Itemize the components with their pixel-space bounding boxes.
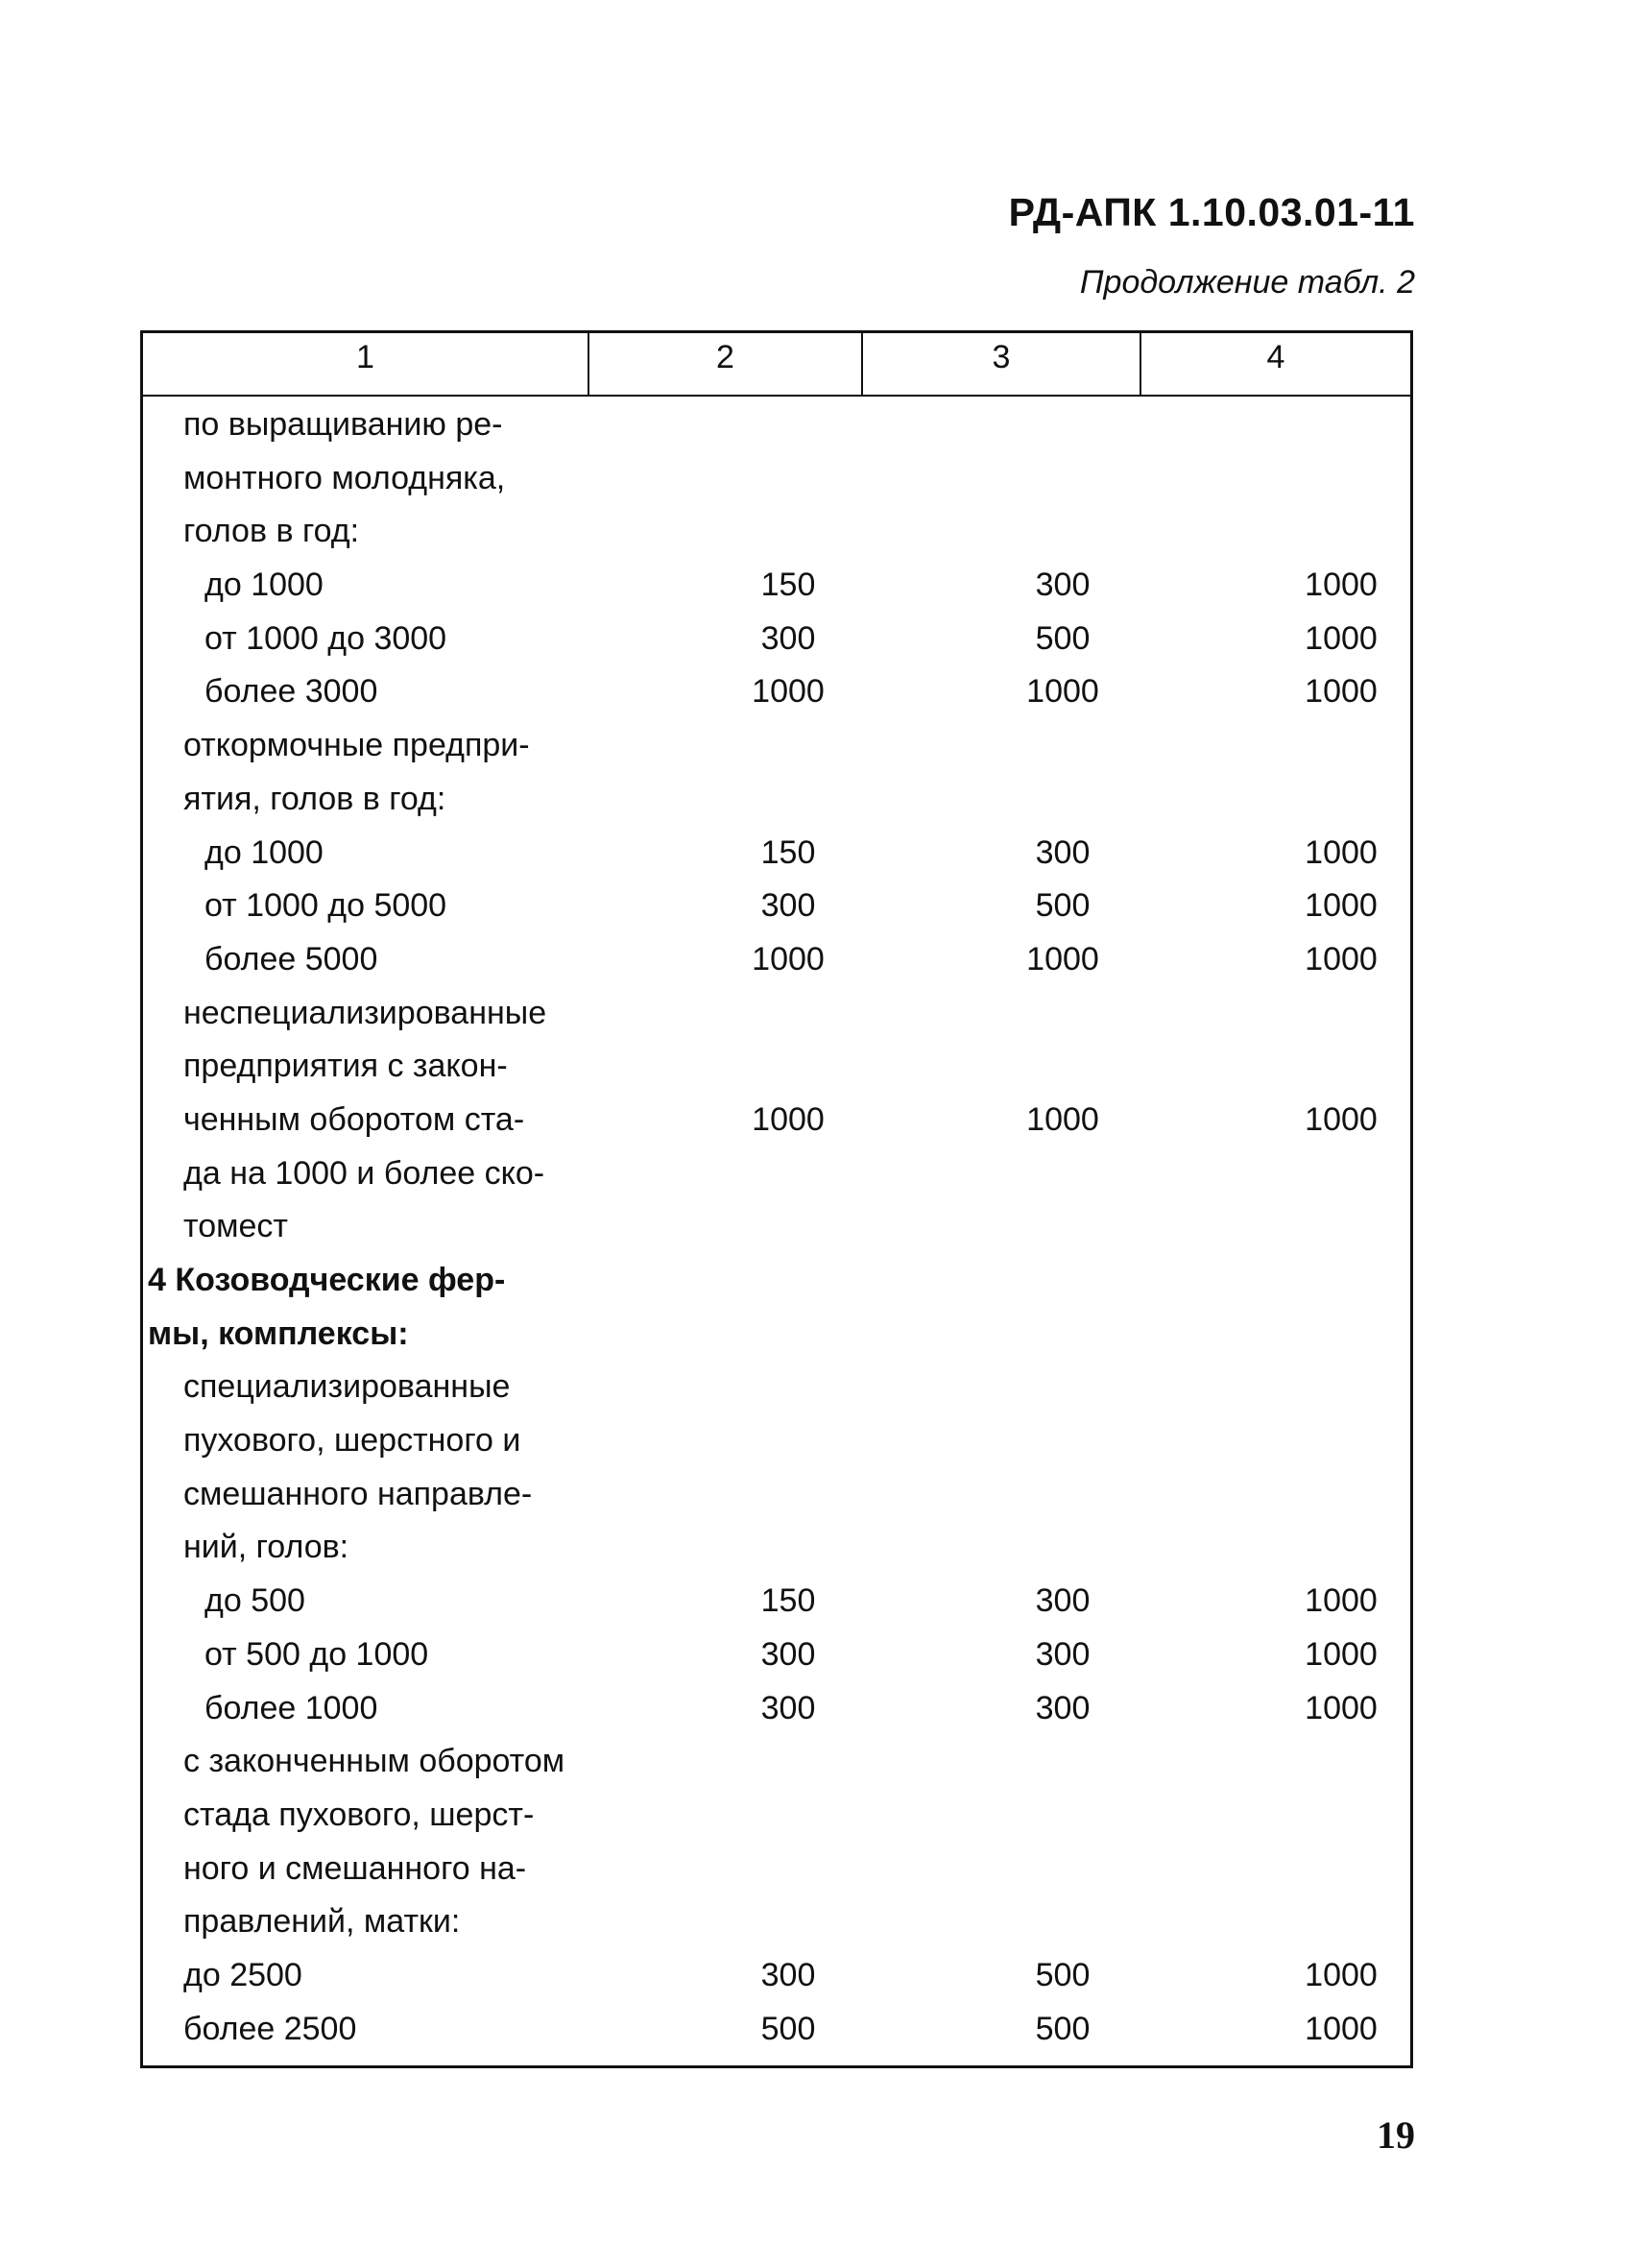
column-header-3: 3: [992, 339, 1011, 375]
cell-value-col4: 1000: [1305, 2010, 1378, 2047]
row-label: более 1000: [204, 1689, 378, 1726]
row-label: до 2500: [183, 1956, 302, 1993]
cell-value-col4: 1000: [1305, 567, 1378, 604]
row-label: мы, комплексы:: [148, 1315, 409, 1352]
table-row: [143, 931, 1410, 985]
table-row: [143, 1466, 1410, 1520]
table-row: [143, 2001, 1410, 2055]
cell-value-col3: 300: [1035, 1582, 1091, 1620]
cell-value-col2: 300: [760, 619, 816, 657]
table-row: [143, 1306, 1410, 1360]
cell-value-col2: 300: [760, 1635, 816, 1673]
row-label: пухового, шерстного и: [183, 1422, 521, 1460]
row-label: ятия, голов в год:: [183, 780, 446, 817]
cell-value-col4: 1000: [1305, 833, 1378, 871]
cell-value-col3: 500: [1035, 2010, 1091, 2047]
row-label: по выращиванию ре-: [183, 406, 503, 443]
cell-value-col3: 300: [1035, 1689, 1091, 1726]
row-label: до 1000: [204, 567, 324, 604]
table-row: [143, 1198, 1410, 1252]
row-label: от 1000 до 5000: [204, 887, 447, 925]
table-row: [143, 450, 1410, 504]
row-label: более 5000: [204, 940, 378, 977]
row-label: с законченным оборотом: [183, 1743, 565, 1780]
row-label: томест: [183, 1208, 288, 1245]
table-body: [143, 397, 1410, 2054]
cell-value-col4: 1000: [1305, 887, 1378, 925]
document-code: РД-АПК 1.10.03.01-11: [1008, 190, 1415, 234]
cell-value-col3: 500: [1035, 619, 1091, 657]
cell-value-col4: 1000: [1305, 673, 1378, 711]
row-label: специализированные: [183, 1368, 511, 1406]
row-label: ний, голов:: [183, 1529, 349, 1566]
table-row: [143, 1841, 1410, 1894]
cell-value-col4: 1000: [1305, 1582, 1378, 1620]
table-row: [143, 717, 1410, 771]
row-label: стада пухового, шерст-: [183, 1796, 535, 1833]
row-label: 4 Козоводческие фер-: [148, 1262, 506, 1298]
cell-value-col3: 1000: [1026, 1100, 1099, 1138]
table-row: [143, 664, 1410, 717]
cell-value-col3: 500: [1035, 1956, 1091, 1993]
row-label: голов в год:: [183, 513, 360, 550]
table-row: [143, 1627, 1410, 1680]
row-label: ченным оборотом ста-: [183, 1100, 525, 1138]
cell-value-col4: 1000: [1305, 1100, 1378, 1138]
cell-value-col2: 150: [760, 1582, 816, 1620]
table-row: [143, 397, 1410, 450]
row-label: откормочные предпри-: [183, 727, 530, 764]
cell-value-col2: 1000: [752, 1100, 825, 1138]
cell-value-col4: 1000: [1305, 619, 1378, 657]
table-row: [143, 825, 1410, 879]
table-header-row: [143, 333, 1410, 397]
cell-value-col2: 500: [760, 2010, 816, 2047]
page-number: 19: [1377, 2113, 1415, 2157]
cell-value-col2: 1000: [752, 940, 825, 977]
cell-value-col4: 1000: [1305, 1635, 1378, 1673]
row-label: смешанного направле-: [183, 1475, 533, 1512]
data-table: [140, 330, 1413, 2068]
row-label: монтного молодняка,: [183, 459, 506, 496]
row-label: от 1000 до 3000: [204, 619, 447, 657]
cell-value-col2: 300: [760, 1689, 816, 1726]
cell-value-col2: 300: [760, 1956, 816, 1993]
column-header-1: 1: [356, 339, 374, 375]
row-label: более 2500: [183, 2010, 357, 2047]
cell-value-col3: 300: [1035, 1635, 1091, 1673]
table-row: [143, 503, 1410, 557]
table-row: [143, 1787, 1410, 1841]
column-header-2: 2: [716, 339, 734, 375]
cell-value-col4: 1000: [1305, 1956, 1378, 1993]
table-row: [143, 1146, 1410, 1199]
cell-value-col3: 300: [1035, 833, 1091, 871]
cell-value-col2: 150: [760, 833, 816, 871]
table-row: [143, 1733, 1410, 1787]
table-row: [143, 1038, 1410, 1092]
table-row: [143, 1680, 1410, 1734]
row-label: правлений, матки:: [183, 1903, 461, 1941]
table-row: [143, 878, 1410, 931]
row-label: неспециализированные: [183, 994, 547, 1031]
column-header-4: 4: [1266, 339, 1285, 375]
table-row: [143, 1252, 1410, 1306]
row-label: до 500: [204, 1582, 305, 1620]
cell-value-col3: 1000: [1026, 673, 1099, 711]
table-row: [143, 611, 1410, 664]
table-row: [143, 1412, 1410, 1466]
table-row: [143, 771, 1410, 825]
cell-value-col2: 300: [760, 887, 816, 925]
row-label: ного и смешанного на-: [183, 1849, 527, 1887]
table-row: [143, 1573, 1410, 1627]
cell-value-col3: 300: [1035, 567, 1091, 604]
table-row: [143, 1359, 1410, 1412]
cell-value-col4: 1000: [1305, 1689, 1378, 1726]
cell-value-col3: 1000: [1026, 940, 1099, 977]
cell-value-col2: 1000: [752, 673, 825, 711]
row-label: более 3000: [204, 673, 378, 711]
table-row: [143, 1519, 1410, 1573]
table-row: [143, 557, 1410, 611]
row-label: до 1000: [204, 833, 324, 871]
row-label: от 500 до 1000: [204, 1635, 429, 1673]
row-label: предприятия с закон-: [183, 1048, 508, 1085]
table-row: [143, 985, 1410, 1039]
cell-value-col3: 500: [1035, 887, 1091, 925]
table-continuation-caption: Продолжение табл. 2: [1079, 264, 1415, 301]
table-row: [143, 1092, 1410, 1146]
cell-value-col4: 1000: [1305, 940, 1378, 977]
table-row: [143, 1894, 1410, 1947]
cell-value-col2: 150: [760, 567, 816, 604]
table-row: [143, 1947, 1410, 2001]
row-label: да на 1000 и более ско-: [183, 1154, 545, 1192]
